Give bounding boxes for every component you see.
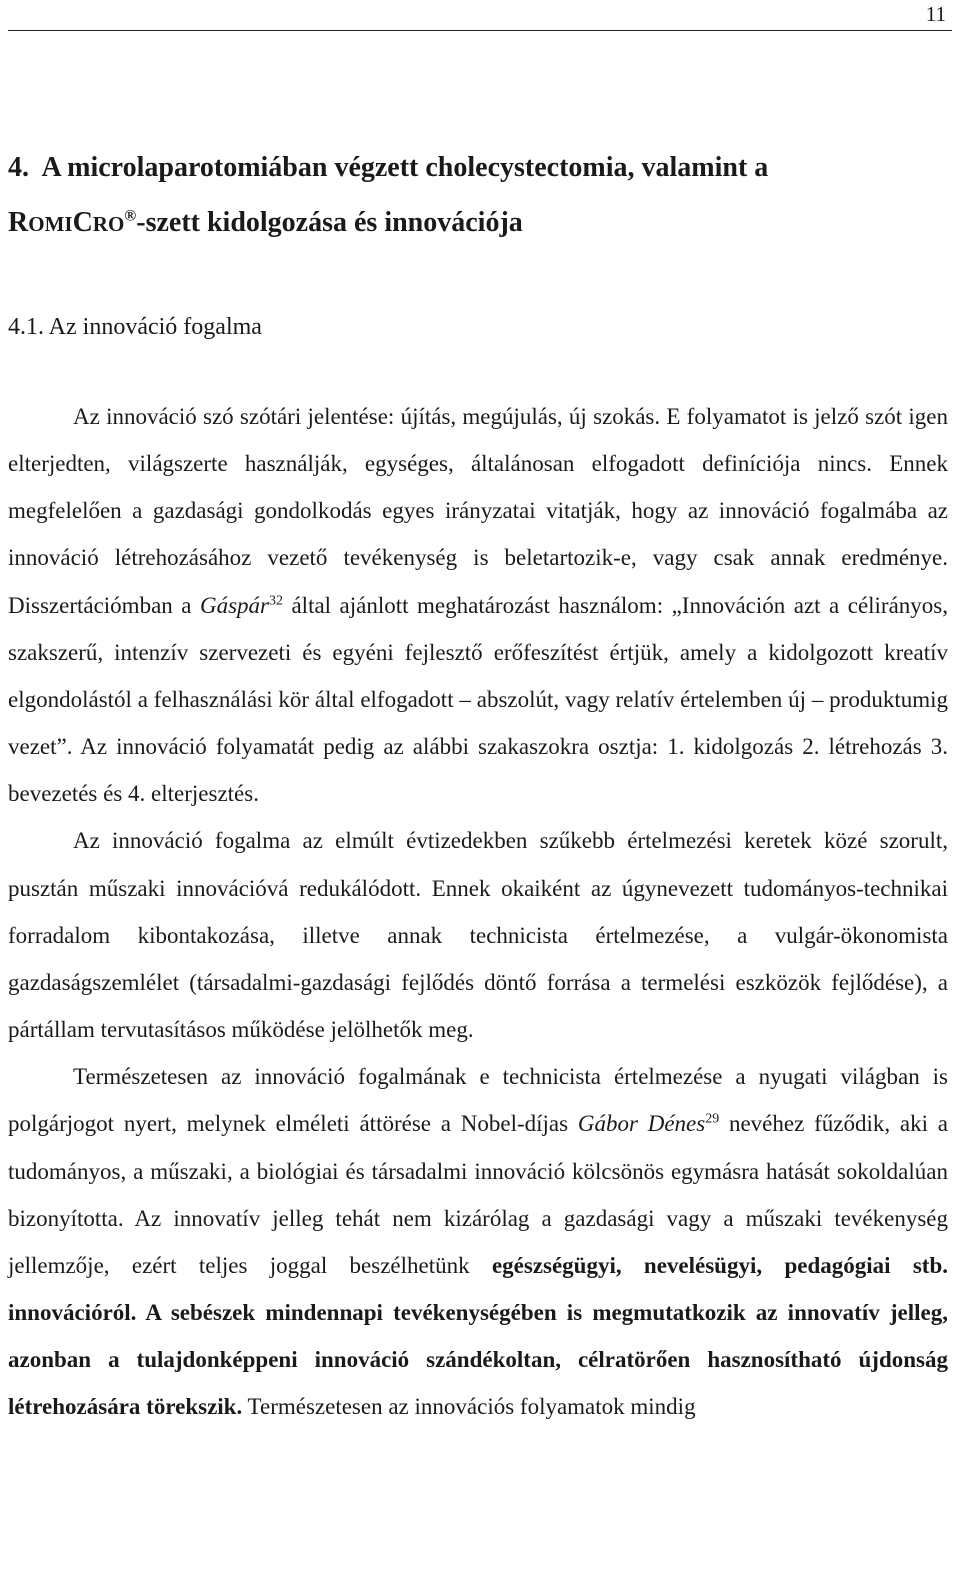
brand-name: ROMICRO: [8, 207, 125, 238]
bold-statement: egészségügyi, nevelésügyi, pedagógiai stb. innovációról. A sebészek mindennapi tevékenységében is megmutatkozik az innovatív jelleg, azonban a tulajdonképpeni innováció szándékoltan, célratörően hasznosítható újdonság létrehozására törekszik.: [8, 1252, 948, 1420]
chapter-title-tail: -szett kidolgozása és innovációja: [136, 207, 523, 238]
header-rule: [8, 30, 952, 31]
reference-29: 29: [705, 1111, 720, 1127]
chapter-title: [8, 140, 948, 252]
chapter-title-main: A microlaparotomiában végzett cholecystectomia, valamint a: [41, 152, 769, 183]
registered-mark: ®: [124, 207, 137, 225]
paragraph-3: Természetesen az innováció fogalmának e technicista értelmezése a nyugati világban is polgárjogot nyert, melynek elméleti áttörése a Nobel-díjas Gábor Dénes$^{29}$ nevéhez fűződik, aki a tudományos, a műszaki, a biológiai és társadalmi innováció kölcsönös egymásra hatását sokoldalúan bizonyította. Az innovatív jelleg tehát nem kizárólag a gazdasági vagy a műszaki tevékenység jellemzője, ezért teljes joggal beszélhetünk egészségügyi, nevelésügyi, pedagógiai stb. innovációról. A sebészek mindennapi tevékenységében is megmutatkozik az innovatív jelleg, azonban a tulajdonképpeni innováció szándékoltan, célratörően hasznosítható újdonság létrehozására törekszik. Természetesen az innovációs folyamatok mindig: [8, 1064, 948, 1420]
author-gaspar: Gáspár: [199, 592, 269, 618]
chapter-number: 4.: [8, 152, 29, 183]
author-gabor-denes: Gábor Dénes: [577, 1111, 706, 1137]
paragraph-2: Az innováció fogalma az elmúlt évtizedekben szűkebb értelmezési keretek közé szorult, pusztán műszaki innovációvá redukálódott. Ennek okaiként az úgynevezett tudományos-technikai forradalom kibontakozása, illetve annak technicista értelmezése, a vulgár-ökonomista gazdaságszemlélet (társadalmi-gazdasági fejlődés döntő forrása a termelési eszközök fejlődése), a pártállam tervutasításos működése jelölhetők meg.: [8, 828, 948, 1043]
section-heading: 4.1. Az innováció fogalma: [8, 314, 262, 340]
paragraph-1: Az innováció szó szótári jelentése: újítás, megújulás, új szokás. E folyamatot is jelző szót igen elterjedten, világszerte használják, egységes, általánosan elfogadott definíciója nincs. Ennek megfelelően a gazdasági gondolkodás egyes irányzatai vitatják, hogy az innováció fogalmába az innováció létrehozásához vezető tevékenység is beletartozik-e, vagy csak annak eredménye. Disszertációmban a Gáspár$^{32}$ által ajánlott meghatározást használom: „Innováción azt a célirányos, szakszerű, intenzív szervezeti és egyéni fejlesztő erőfeszítést értjük, amely a kidolgozott kreatív elgondolástól a felhasználási kör által elfogadott – abszolút, vagy relatív értelemben új – produktumig vezet”. Az innováció folyamatát pedig az alábbi szakaszokra osztja: 1. kidolgozás 2. létrehozás 3. bevezetés és 4. elterjesztés.: [8, 404, 948, 807]
body-text: [8, 393, 948, 1430]
page-number: 11: [925, 2, 946, 26]
reference-32: 32: [268, 592, 283, 608]
